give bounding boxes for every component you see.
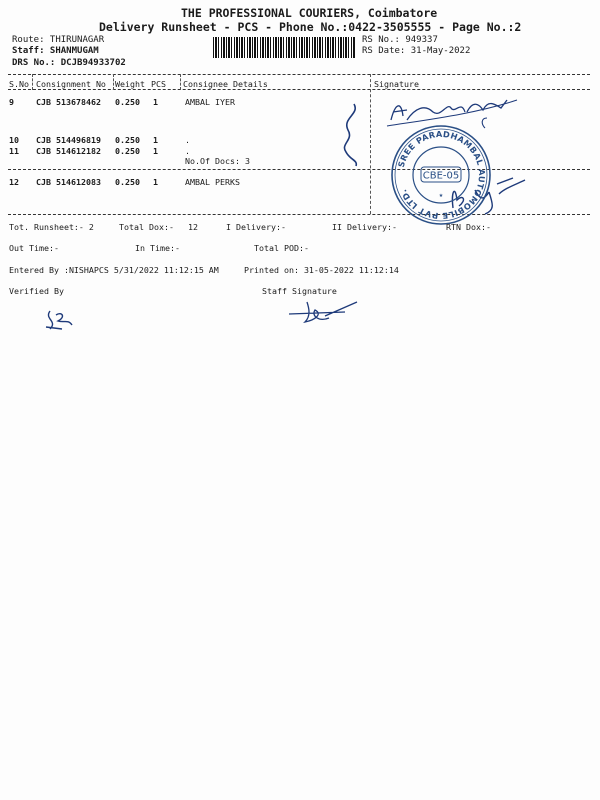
- row-consignment: CJB 514612182: [36, 146, 101, 156]
- barcode: [213, 37, 355, 58]
- out-time: Out Time:-: [9, 243, 59, 253]
- ii-delivery: II Delivery:-: [332, 222, 397, 232]
- row-pcs: 1: [153, 135, 158, 145]
- total-dox-value: 12: [188, 222, 198, 232]
- row-docs-note: No.Of Docs: 3: [185, 156, 250, 166]
- row-consignee: .: [185, 135, 190, 145]
- stamp-ring-text: SREE PARADHAMBAL AUTOMOBILE PVT LTD.: [395, 128, 488, 222]
- col-divider: [113, 74, 114, 90]
- entered-by: Entered By :NISHAPCS 5/31/2022 11:12:15 AM: [9, 265, 219, 275]
- col-header-pcs: PCS: [151, 79, 166, 89]
- stamp-center-text: CBE-05: [422, 170, 460, 182]
- row-pcs: 1: [153, 146, 158, 156]
- signature-col-divider: [370, 74, 371, 214]
- handwritten-bracket-mark: [338, 100, 368, 170]
- row-sno: 11: [9, 146, 19, 156]
- rs-number: RS No.: 949337: [362, 35, 438, 45]
- rs-date: RS Date: 31-May-2022: [362, 46, 471, 56]
- table-top-rule: [8, 74, 590, 75]
- row-weight: 0.250: [115, 146, 140, 156]
- in-time: In Time:-: [135, 243, 180, 253]
- col-divider: [180, 74, 181, 90]
- total-dox-label: Total Dox:-: [119, 222, 174, 232]
- verifier-initials: [40, 305, 80, 335]
- tot-runsheet: Tot. Runsheet:- 2: [9, 222, 94, 232]
- row-weight: 0.250: [115, 135, 140, 145]
- row-consignment: CJB 514496819: [36, 135, 101, 145]
- row-sno: 10: [9, 135, 19, 145]
- i-delivery: I Delivery:-: [226, 222, 286, 232]
- row-weight: 0.250: [115, 97, 140, 107]
- drs-number: DRS No.: DCJB94933702: [12, 58, 126, 68]
- row-pcs: 1: [153, 177, 158, 187]
- company-title: THE PROFESSIONAL COURIERS, Coimbatore: [181, 6, 438, 20]
- stamp-star-icon: ★: [438, 191, 444, 199]
- col-header-weight: Weight: [115, 79, 145, 89]
- staff-signature-label: Staff Signature: [262, 286, 337, 296]
- col-divider: [32, 74, 33, 90]
- col-header-sno: S.No: [9, 79, 29, 89]
- col-header-consignment: Consignment No: [36, 79, 106, 89]
- row-consignment: CJB 514612083: [36, 177, 101, 187]
- row-consignee: AMBAL IYER: [185, 97, 235, 107]
- runsheet-title: Delivery Runsheet - PCS - Phone No.:0422-3505555 - Page No.:2: [99, 20, 522, 34]
- row-sno: 12: [9, 177, 19, 187]
- row-consignee: AMBAL PERKS: [185, 177, 240, 187]
- route-text: Route: THIRUNAGAR: [12, 35, 105, 45]
- total-pod: Total POD:-: [254, 243, 309, 253]
- staff-text: Staff: SHANMUGAM: [12, 46, 99, 56]
- row-consignment: CJB 513678462: [36, 97, 101, 107]
- printed-on: Printed on: 31-05-2022 11:12:14: [244, 265, 399, 275]
- verified-by-label: Verified By: [9, 286, 64, 296]
- row-weight: 0.250: [115, 177, 140, 187]
- rtn-dox: RTN Dox:-: [446, 222, 491, 232]
- row-sno: 9: [9, 97, 14, 107]
- col-header-signature: Signature: [374, 79, 419, 89]
- company-stamp: [389, 123, 493, 227]
- row-consignee: .: [185, 146, 190, 156]
- row-pcs: 1: [153, 97, 158, 107]
- staff-signature: [285, 298, 365, 328]
- col-header-consignee: Consignee Details: [183, 79, 268, 89]
